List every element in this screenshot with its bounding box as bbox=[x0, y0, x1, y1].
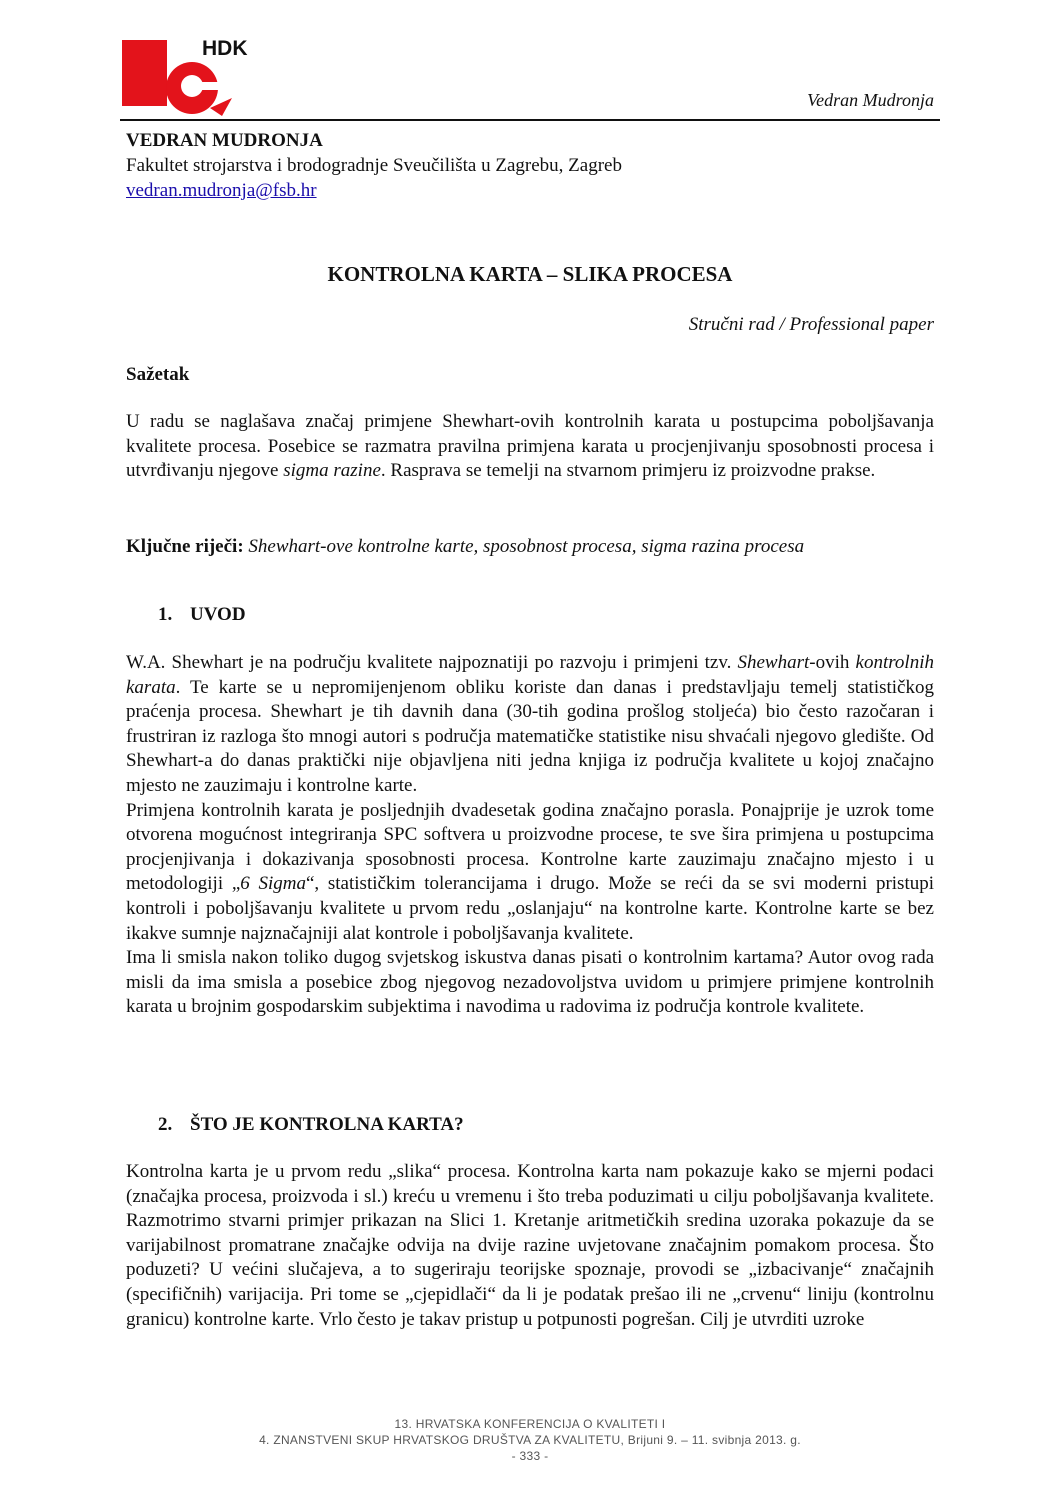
section-2-body bbox=[126, 1160, 934, 1332]
logo-text: HDK bbox=[202, 38, 248, 60]
paragraph: Ima li smisla nakon toliko dugog svjetskog iskustva danas pisati o kontrolnim kartama? Autor ovog rada misli da ima smisla a posebice zbog njegovog nezadovoljstva uvidom u primjere primjene kontrolnih karata u brojnim gospodarskim subjektima i navodima u radovima iz područja kontrole kvalitete. bbox=[126, 947, 934, 1018]
footer-line-2: 4. ZNANSTVENI SKUP HRVATSKOG DRUŠTVA ZA KVALITETU, Brijuni 9. – 11. svibnja 2013. g. bbox=[259, 1433, 801, 1447]
abstract-text: U radu se naglašava značaj primjene Shewhart-ovih kontrolnih karata u postupcima poboljšavanja kvalitete procesa. Posebice se razmatra pravilna primjena karata u procjenjivanju sposobnosti procesa i utvrđivanju njegove sigma razine. Rasprava se temelji na stvarnom primjeru iz proizvodne prakse. bbox=[126, 411, 934, 482]
keywords-label: Ključne riječi: bbox=[126, 536, 244, 557]
header-rule bbox=[120, 119, 940, 121]
hdk-logo bbox=[122, 38, 282, 118]
section-heading-2: 2. ŠTO JE KONTROLNA KARTA? bbox=[158, 1114, 464, 1135]
keywords bbox=[126, 535, 934, 560]
paper-title: KONTROLNA KARTA – SLIKA PROCESA bbox=[327, 262, 733, 286]
paper-type: Stručni rad / Professional paper bbox=[688, 314, 934, 335]
paragraph: W.A. Shewhart je na području kvalitete najpoznatiji po razvoju i primjeni tzv. Shewhart-ovih kontrolnih karata. Te karte se u nepromijenjenom obliku koriste dan danas i predstavljaju temelj statističkog praćenja procesa. Shewhart je tih davnih dana (30-tih godina prošlog stoljeća) bio često razočaran i frustriran iz razloga što mnogi autori s područja matematičke statistike nisu shvaćali njegovo gledište. Od Shewhart-a do danas praktički nije objavljena niti jedna knjiga iz područja kvalitete u kojoj značajno mjesto ne zauzimaju i kontrolne karte. bbox=[126, 652, 934, 796]
running-head: Vedran Mudronja bbox=[807, 90, 934, 110]
author-name: VEDRAN MUDRONJA bbox=[126, 130, 323, 151]
paragraph: Primjena kontrolnih karata je posljednjih dvadesetak godina značajno porasla. Ponajprije je uzrok tome otvorena mogućnost integriranja SPC softvera u proizvodne procese, te sve šira primjena u postupcima procjenjivanja i dokazivanja sposobnosti procesa. Kontrolne karte zauzimaju značajno mjesto i u metodologiji „6 Sigma“, statističkim tolerancijama i drugo. Može se reći da se svi moderni pristupi kontroli i poboljšavanju kvalitete u prvom redu „oslanjaju“ na kontrolne karte. Kontrolne karte se bez ikakve sumnje najznačajniji alat kontrole i poboljšavanja kvalitete. bbox=[126, 799, 934, 944]
keywords-text: Shewhart-ove kontrolne karte, sposobnost procesa, sigma razina procesa bbox=[248, 536, 805, 557]
footer-line-1: 13. HRVATSKA KONFERENCIJA O KVALITETI I bbox=[394, 1417, 666, 1431]
author-email-link[interactable]: vedran.mudronja@fsb.hr bbox=[126, 180, 317, 201]
paragraph: Kontrolna karta je u prvom redu „slika“ procesa. Kontrolna karta nam pokazuje kako se mjerni podaci (značajka procesa, proizvoda i sl.) kreću u vremenu i što treba poduzimati u cilju poboljšavanja kvalitete. Razmotrimo stvarni primjer prikazan na Slici 1. Kretanje aritmetičkih sredina uzoraka pokazuje da se varijabilnost promatrane značajke odvija na dvije razine uvjetovane značajnim pomakom procesa. Što poduzeti? U većini slučajeva, a to sugeriraju teorijske spoznaje, provodi se „izbacivanje“ značajnih (specifičnih) varijacija. Pri tome se „cjepidlači“ da li je podatak prešao ili ne „crvenu“ liniju (kontrolnu granicu) kontrolne karte. Vrlo često je takav pristup u potpunosti pogrešan. Cilj je utvrditi uzroke bbox=[126, 1161, 934, 1330]
page-number: - 333 - bbox=[511, 1449, 549, 1463]
author-block bbox=[126, 128, 622, 203]
section-heading-1: 1. UVOD bbox=[158, 604, 246, 625]
footer bbox=[0, 1416, 1060, 1464]
author-affiliation: Fakultet strojarstva i brodogradnje Sveučilišta u Zagrebu, Zagreb bbox=[126, 155, 622, 176]
abstract-heading: Sažetak bbox=[126, 364, 190, 385]
section-1-body bbox=[126, 651, 934, 1020]
